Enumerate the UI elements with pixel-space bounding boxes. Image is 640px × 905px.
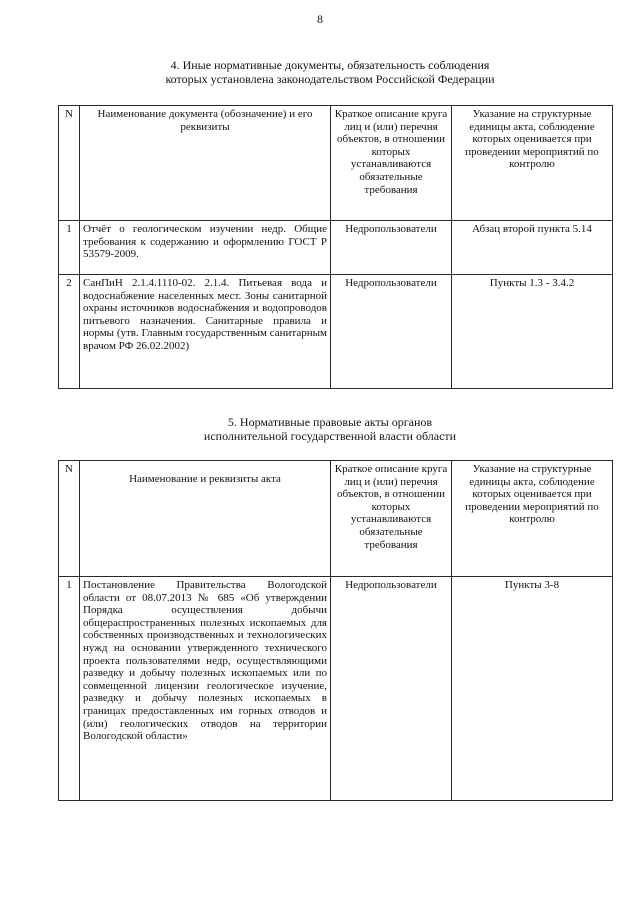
row-number: 2 (59, 275, 80, 389)
section-5-title-line-1: 5. Нормативные правовые акты органов (227, 415, 433, 429)
row-ref: Пункты 3-8 (452, 577, 613, 801)
row-number: 1 (59, 221, 80, 275)
row-name: Отчёт о геологическом изучении недр. Общие требования к содержанию и оформлению ГОСТ Р 53579-2009. (80, 221, 331, 275)
table-header-row (59, 106, 613, 221)
row-name: Постановление Правительства Вологодской области от 08.07.2013 № 685 «Об утверждении Порядка осуществления добычи общераспространенных полезных ископаемых для собственных производственных и технологических нужд на основании утвержденного технического проекта пользователями недр, осуществляющими разведку и добычу полезных ископаемых или по совмещенной лицензии геологическое изучение, разведку и добычу полезных ископаемых в границах предоставленных им горных отводов и (или) геологических отводов на территории Вологодской области» (80, 577, 331, 801)
row-ref: Абзац второй пункта 5.14 (452, 221, 613, 275)
section-4-table (58, 105, 613, 389)
header-n: N (59, 461, 80, 577)
section-4-title-line-1: 4. Иные нормативные документы, обязательность соблюдения (170, 58, 490, 72)
section-5-table (58, 460, 613, 801)
section-5-title-line-2: исполнительной государственной власти области (203, 429, 457, 443)
row-desc: Недропользователи (331, 275, 452, 389)
table-row (59, 275, 613, 389)
section-4-title (80, 58, 580, 86)
section-4-title-line-2: которых установлена законодательством Российской Федерации (165, 72, 495, 86)
table-row (59, 577, 613, 801)
header-name (80, 461, 331, 577)
row-number: 1 (59, 577, 80, 801)
header-ref: Указание на структурные единицы акта, соблюдение которых оценивается при проведении мероприятий по контролю (452, 461, 613, 577)
row-name: СанПиН 2.1.4.1110-02. 2.1.4. Питьевая вода и водоснабжение населенных мест. Зоны санитарной охраны источников водоснабжения и водопроводов питьевого назначения. Санитарные правила и нормы (утв. Главным государственным санитарным врачом РФ 26.02.2002) (80, 275, 331, 389)
header-ref: Указание на структурные единицы акта, соблюдение которых оценивается при проведении мероприятий по контролю (452, 106, 613, 221)
page-number: 8 (317, 14, 323, 26)
header-desc: Краткое описание круга лиц и (или) перечня объектов, в отношении которых устанавливаются обязательные требования (331, 106, 452, 221)
row-desc: Недропользователи (331, 577, 452, 801)
header-desc: Краткое описание круга лиц и (или) перечня объектов, в отношении которых устанавливаются обязательные требования (331, 461, 452, 577)
header-n: N (59, 106, 80, 221)
table-row (59, 221, 613, 275)
table-header-row (59, 461, 613, 577)
row-ref: Пункты 1.3 - 3.4.2 (452, 275, 613, 389)
row-desc: Недропользователи (331, 221, 452, 275)
section-5-title (80, 415, 580, 443)
header-name-text: Наименование и реквизиты акта (129, 473, 281, 485)
header-name: Наименование документа (обозначение) и его реквизиты (80, 106, 331, 221)
